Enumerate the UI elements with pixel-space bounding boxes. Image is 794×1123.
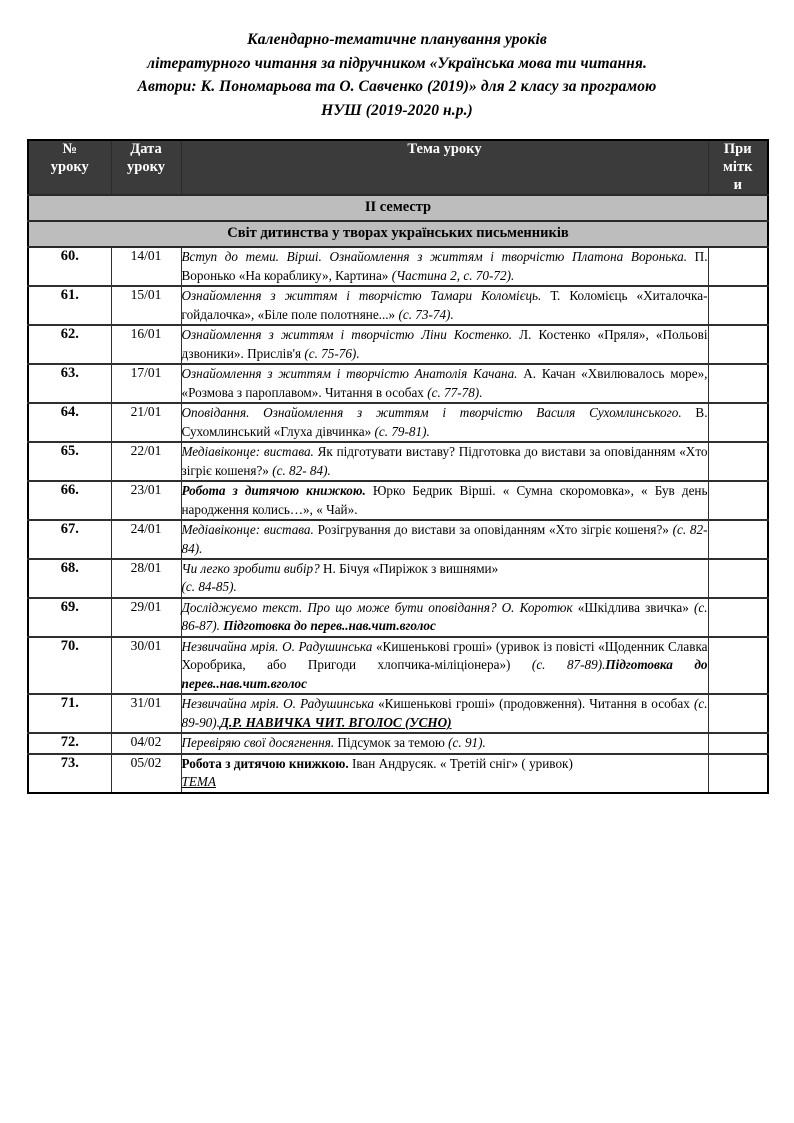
lesson-number-cell: 70. <box>28 637 111 694</box>
theme-segment: «Шкідлива звичка» <box>572 599 694 615</box>
table-row <box>28 520 768 559</box>
lesson-number-cell: 69. <box>28 598 111 637</box>
theme-segment: (с. 82-84). <box>181 522 708 556</box>
theme-segment: Робота з дитячою книжкою. <box>181 483 366 499</box>
lesson-theme-cell <box>181 733 708 753</box>
theme-segment: «Кишенькові гроші» (уривок із повісті «Щоденник Славка Хоробрика, або Пригоди хлопчика-міліціонера») <box>181 638 708 673</box>
column-header-lesson-date <box>111 140 181 195</box>
theme-segment: (с. 84-85). <box>181 579 237 595</box>
lesson-theme-cell <box>181 694 708 733</box>
table-row <box>28 598 768 637</box>
lesson-theme-cell <box>181 403 708 442</box>
theme-segment: Досліджуємо текст. Про що може бути оповідання? О. Коротюк <box>181 599 573 615</box>
theme-segment: (с. 79-81). <box>374 423 430 439</box>
theme-segment: (с. 77-78). <box>427 384 483 400</box>
lesson-date-cell: 17/01 <box>111 364 181 403</box>
theme-segment: Ознайомлення з життям і творчістю Анатолія Качана. <box>181 366 518 382</box>
lesson-theme-cell <box>181 442 708 481</box>
notes-cell <box>708 559 768 598</box>
theme-segment: Ознайомлення з життям і творчістю Ліни Костенко. <box>181 327 513 343</box>
header-num-line-1: № <box>62 141 78 158</box>
lesson-date-cell: 05/02 <box>111 754 181 793</box>
table-row <box>28 247 768 286</box>
theme-segment: Юрко Бедрик Вірші. « Сумна скоромовка», « Був день народження колись…», « Чай». <box>181 483 708 517</box>
theme-segment: Чи легко зробити вибір? <box>181 561 320 576</box>
lesson-number-cell: 63. <box>28 364 111 403</box>
lesson-number-cell: 61. <box>28 286 111 325</box>
lesson-theme-cell <box>181 247 708 286</box>
notes-cell <box>708 286 768 325</box>
lesson-date-cell: 15/01 <box>111 286 181 325</box>
lesson-theme-cell <box>181 325 708 364</box>
title-line-4: НУШ (2019-2020 н.р.) <box>321 101 473 119</box>
theme-segment: (Частина 2, с. 70-72). <box>391 267 515 283</box>
lesson-number-cell: 66. <box>28 481 111 520</box>
table-row <box>28 637 768 694</box>
notes-cell <box>708 520 768 559</box>
column-header-lesson-theme: Тема уроку <box>181 140 708 195</box>
theme-segment: А. Качан «Хвилювалось море», «Розмова з пароплавом». Читання в особах <box>181 366 708 400</box>
table-row <box>28 694 768 733</box>
theme-segment: Оповідання. Ознайомлення з життям і творчістю Василя Сухомлинського. <box>181 405 682 421</box>
section-label-topic: Світ дитинства у творах українських письменників <box>28 221 768 247</box>
theme-segment: Л. Костенко «Пряля», «Польові дзвоники». Прислів'я <box>181 327 708 361</box>
theme-segment: Незвичайна мрія. О. Радушинська <box>181 696 374 712</box>
theme-segment: Н. Бічуя «Пиріжок з вишнями» <box>319 561 499 576</box>
lesson-theme-cell <box>181 481 708 520</box>
column-header-lesson-number <box>28 140 111 195</box>
lesson-number-cell: 62. <box>28 325 111 364</box>
theme-segment: Як підготувати виставу? Підготовка до вистави за оповіданням «Хто зігріє кошеня?» <box>181 444 708 478</box>
lesson-date-cell: 30/01 <box>111 637 181 694</box>
table-row <box>28 559 768 598</box>
theme-segment: Іван Андрусяк. « Третій сніг» ( уривок) <box>348 755 573 771</box>
lesson-date-cell: 14/01 <box>111 247 181 286</box>
lesson-date-cell: 21/01 <box>111 403 181 442</box>
notes-cell <box>708 598 768 637</box>
theme-segment: П. Воронько «На кораблику», Картина» <box>181 249 708 283</box>
theme-segment: Ознайомлення з життям і творчістю Тамари Коломієць. <box>181 288 542 304</box>
table-header-row <box>28 140 768 195</box>
theme-segment: Підсумок за темою <box>334 735 449 751</box>
lesson-number-cell: 71. <box>28 694 111 733</box>
notes-cell <box>708 637 768 694</box>
theme-segment: (с. 89-90). <box>181 696 708 730</box>
table-row <box>28 403 768 442</box>
theme-segment: Незвичайна мрія. О. Радушинська <box>181 638 373 654</box>
lesson-date-cell: 16/01 <box>111 325 181 364</box>
table-head <box>28 140 768 195</box>
header-notes-line-3: и <box>733 176 742 193</box>
notes-cell <box>708 442 768 481</box>
lesson-theme-cell <box>181 598 708 637</box>
theme-segment: Розігрування до вистави за оповіданням «Хто зігріє кошеня?» <box>313 522 673 538</box>
column-header-notes <box>708 140 768 195</box>
theme-segment: Медіавіконце: вистава. <box>181 444 314 460</box>
lesson-plan-table <box>27 139 769 794</box>
theme-segment: Перевіряю свої досягнення. <box>181 735 335 751</box>
lesson-theme-cell <box>181 637 708 694</box>
theme-segment: Підготовка до перев..нав.чит.вголос <box>223 618 436 634</box>
lesson-theme-cell <box>181 754 708 793</box>
lesson-date-cell: 22/01 <box>111 442 181 481</box>
section-row-topic <box>28 221 768 247</box>
title-line-3: Автори: К. Пономарьова та О. Савченко (2019)» для 2 класу за програмою <box>137 78 657 96</box>
theme-segment: Вступ до теми. Вірші. Ознайомлення з життям і творчістю Платона Воронька. <box>181 249 688 265</box>
table-row <box>28 286 768 325</box>
notes-cell <box>708 733 768 753</box>
lesson-number-cell: 67. <box>28 520 111 559</box>
notes-cell <box>708 694 768 733</box>
lesson-date-cell: 28/01 <box>111 559 181 598</box>
theme-segment: ТЕМА <box>181 774 216 790</box>
section-label-semester: II семестр <box>28 195 768 221</box>
header-date-line-1: Дата <box>130 141 162 158</box>
header-notes-line-2: мітк <box>723 158 753 175</box>
lesson-number-cell: 60. <box>28 247 111 286</box>
theme-segment: (с. 86-87). <box>181 599 708 634</box>
notes-cell <box>708 403 768 442</box>
lesson-date-cell: 29/01 <box>111 598 181 637</box>
title-line-1: Календарно-тематичне планування уроків <box>247 31 547 48</box>
lesson-date-cell: 31/01 <box>111 694 181 733</box>
header-notes-line-1: При <box>723 141 752 158</box>
theme-segment: В. Сухомлинський «Глуха дівчинка» <box>181 405 708 439</box>
lesson-theme-cell <box>181 520 708 559</box>
lesson-date-cell: 23/01 <box>111 481 181 520</box>
lesson-number-cell: 65. <box>28 442 111 481</box>
lesson-date-cell: 04/02 <box>111 733 181 753</box>
lesson-number-cell: 73. <box>28 754 111 793</box>
theme-segment: (с. 91). <box>448 735 486 751</box>
notes-cell <box>708 364 768 403</box>
page-title <box>0 0 794 122</box>
lesson-theme-cell <box>181 559 708 598</box>
theme-segment: (с. 82- 84). <box>272 462 331 478</box>
theme-segment: Медіавіконце: вистава. <box>181 522 314 538</box>
table-row <box>28 754 768 793</box>
lesson-theme-cell <box>181 286 708 325</box>
notes-cell <box>708 247 768 286</box>
theme-segment: Робота з дитячою книжкою. <box>181 755 349 771</box>
lesson-date-cell: 24/01 <box>111 520 181 559</box>
title-line-2: літературного читання за підручником «Українська мова ти читання. <box>147 54 647 72</box>
lesson-number-cell: 64. <box>28 403 111 442</box>
notes-cell <box>708 754 768 793</box>
header-date-line-2: уроку <box>127 158 165 175</box>
lesson-theme-cell <box>181 364 708 403</box>
theme-segment: (с. 87-89). <box>531 657 606 673</box>
lesson-number-cell: 72. <box>28 733 111 753</box>
lesson-number-cell: 68. <box>28 559 111 598</box>
table-row <box>28 733 768 753</box>
table-row <box>28 481 768 520</box>
notes-cell <box>708 325 768 364</box>
table-row <box>28 364 768 403</box>
table-row <box>28 442 768 481</box>
table-row <box>28 325 768 364</box>
theme-segment: Т. Коломієць «Хиталочка-гойдалочка», «Біле поле полотняне...» <box>181 288 708 322</box>
table-body <box>28 195 768 793</box>
theme-segment: «Кишенькові гроші» (продовження). Читання в особах <box>373 696 694 712</box>
section-row-semester <box>28 195 768 221</box>
theme-segment: (с. 75-76). <box>304 345 360 361</box>
theme-segment: (с. 73-74). <box>398 306 454 322</box>
notes-cell <box>708 481 768 520</box>
theme-segment: Д.Р. НАВИЧКА ЧИТ. ВГОЛОС (УСНО) <box>219 714 452 730</box>
theme-segment: Підготовка до перев..нав.чит.вголос <box>181 657 708 691</box>
header-num-line-2: уроку <box>50 158 89 175</box>
